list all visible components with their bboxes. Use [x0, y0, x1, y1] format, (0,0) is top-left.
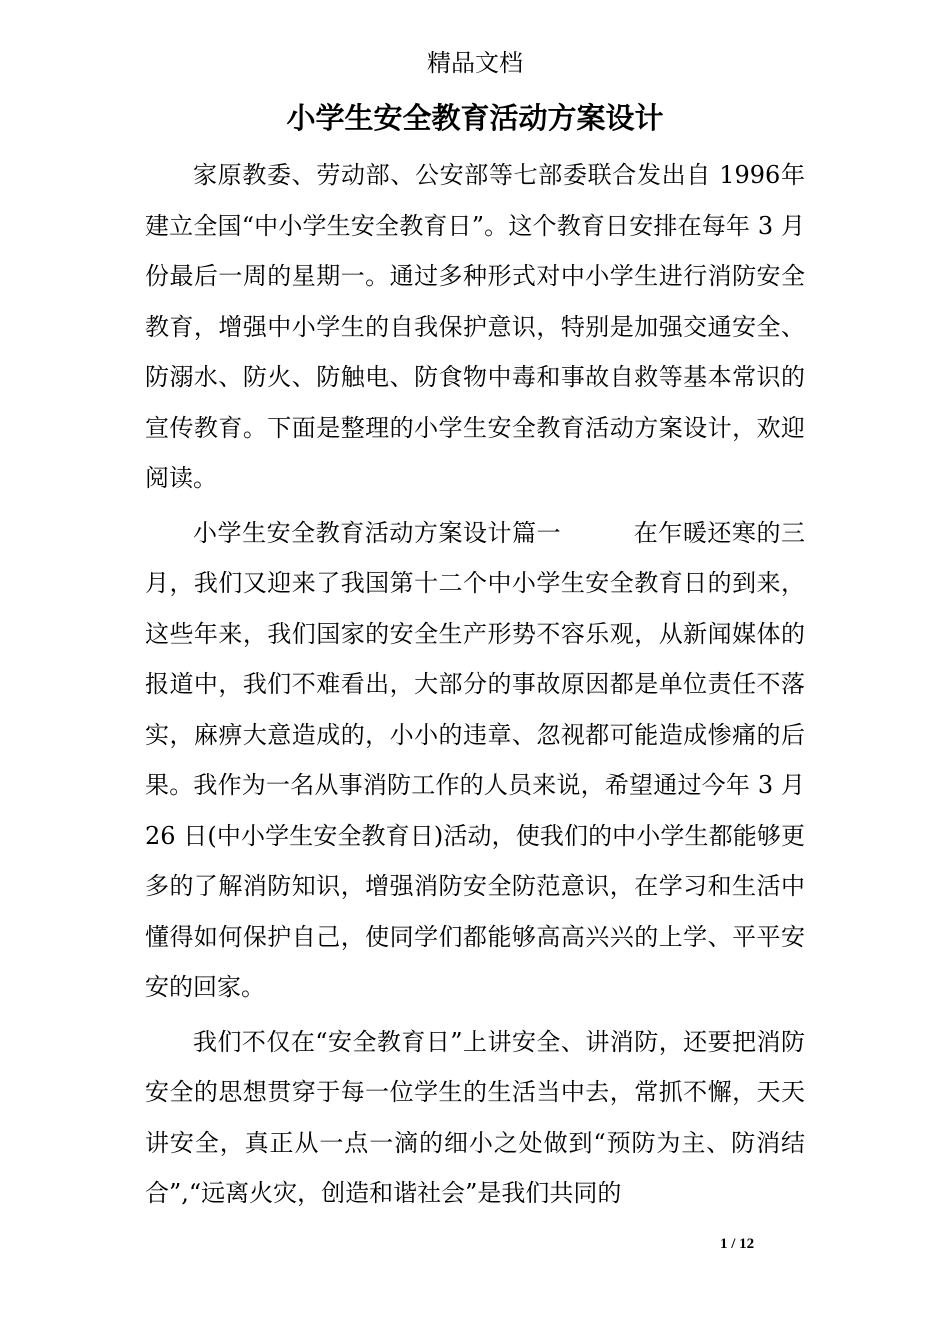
section-heading: 小学生安全教育活动方案设计篇一: [193, 518, 562, 547]
document-body: [145, 150, 805, 1219]
paragraph-section-one-text: 三月，我们又迎来了我国第十二个中小学生安全教育日的到来，这些年来，我们国家的安全生产形势不容乐观，从新闻媒体的报道中，我们不难看出，大部分的事故原因都是单位责任不落实，麻痹大意造成的，小小的违章、忽视都可能造成惨痛的后果。我作为一名从事消防工作的人员来说，希望通过今年 3 月 26 日(中小学生安全教育日)活动，使我们的中小学生都能够更多的了解消防知识，增强消防安全防范意识，在学习和生活中懂得如何保护自己，使同学们都能够高高兴兴的上学、平平安安的回家。: [145, 518, 806, 1001]
section-lead: 在乍暖还寒的: [633, 518, 782, 547]
page-header: 精品文档: [427, 49, 523, 77]
paragraph-safety-day: 我们不仅在“安全教育日”上讲安全、讲消防，还要把消防安全的思想贯穿于每一位学生的生活当中去，常抓不懈，天天讲安全，真正从一点一滴的细小之处做到“预防为主、防消结合”,“远离火灾，创造和谐社会”是我们共同的: [145, 1027, 805, 1207]
document-title: 小学生安全教育活动方案设计: [286, 101, 664, 135]
paragraph-intro: 家原教委、劳动部、公安部等七部委联合发出自 1996年建立全国“中小学生安全教育日”。这个教育日安排在每年 3 月份最后一周的星期一。通过多种形式对中小学生进行消防安全教育，增强中小学生的自我保护意识，特别是加强交通安全、防溺水、防火、防触电、防食物中毒和事故自救等基本常识的宣传教育。下面是整理的小学生安全教育活动方案设计，欢迎阅读。: [145, 161, 805, 492]
page-indicator: 1 / 12: [720, 1236, 755, 1252]
paragraph-section-one: [145, 508, 805, 1013]
